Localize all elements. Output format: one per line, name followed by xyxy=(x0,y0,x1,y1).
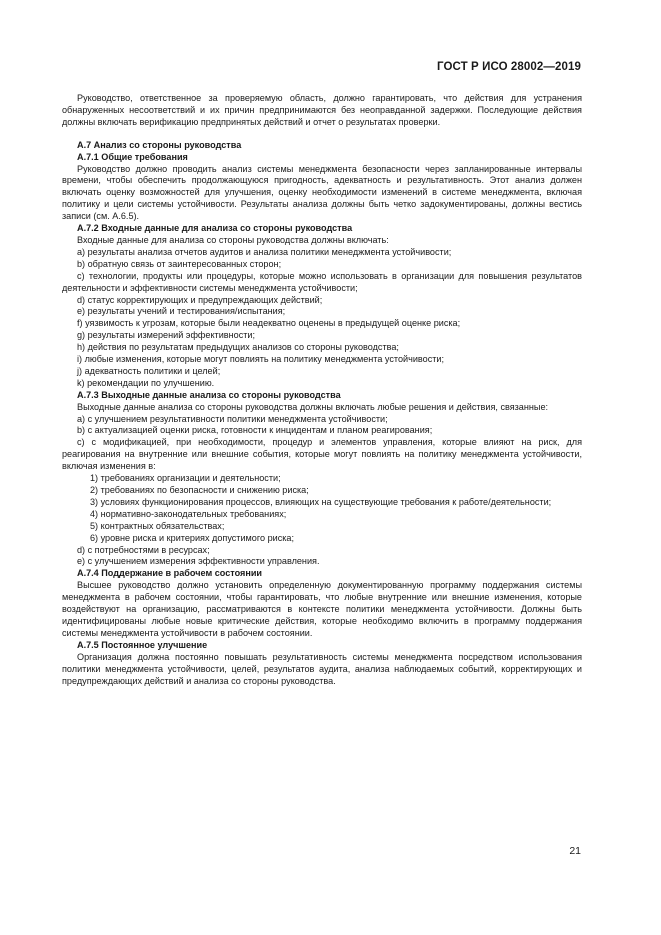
sub-list-item: 3) условиях функционирования процессов, влияющих на существующие требования к работе/деятельности; xyxy=(90,496,552,507)
section-a7-title: А.7 Анализ со стороны руководства xyxy=(77,139,242,150)
document-body xyxy=(62,93,582,687)
list-item: i) любые изменения, которые могут повлиять на политику менеджмента устойчивости; xyxy=(77,354,445,365)
list-item: e) результаты учений и тестирования/испытания; xyxy=(77,306,286,317)
list-item: b) с актуализацией оценки риска, готовности к инцидентам и планом реагирования; xyxy=(77,425,433,436)
section-a75-title: А.7.5 Постоянное улучшение xyxy=(77,639,208,650)
list-item: k) рекомендации по улучшению. xyxy=(77,377,215,388)
sub-list-item: 4) нормативно-законодательных требованиях; xyxy=(90,508,287,519)
section-a74-text: Высшее руководство должно установить определенную документированную программу поддержания системы менеджмента в рабочем состоянии, чтобы гарантировать, что любые внутренние или внешние изменения, которые воздействуют на организацию, рассматриваются в контексте политики менеджмента устойчивости. Должны быть идентифицированы любые новые критические действия, которые необходимо включить в программу поддержания системы менеджмента устойчивости в рабочем состоянии. xyxy=(62,580,582,638)
section-a75-text: Организация должна постоянно повышать результативность системы менеджмента посредством использования политики менеджмента устойчивости, целей, результатов аудита, анализа наблюдаемых событий, корректирующих и предупреждающих действий и анализа со стороны руководства. xyxy=(62,651,582,686)
intro-paragraph: Руководство, ответственное за проверяемую область, должно гарантировать, что действия для устранения обнаруженных несоответствий и их причин предпринимаются без неоправданной задержки. Последующие действия должны включать верификацию предпринятых действий и отчет о результатах проверки. xyxy=(62,93,582,127)
page-number: 21 xyxy=(569,845,581,857)
section-a71-text: Руководство должно проводить анализ системы менеджмента безопасности через запланированные интервалы времени, чтобы обеспечить продолжающуюся пригодность, адекватность и результативность. Этот анализ должен включать оценку возможностей для улучшения, оценку необходимости изменений в системе менеджмента, включая политику и цели системы устойчивости. Результаты анализа должны быть четко задокументированы, должны вестись записи (см. А.6.5). xyxy=(62,163,582,222)
list-item: f) уязвимость к угрозам, которые были неадекватно оценены в предыдущей оценке риска; xyxy=(77,318,461,329)
list-item: c) технологии, продукты или процедуры, которые можно использовать в организации для повышения результатов деятельности и эффективности системы менеджмента устойчивости; xyxy=(62,270,582,293)
section-a72-lead: Входные данные для анализа со стороны руководства должны включать: xyxy=(77,234,389,245)
list-item: h) действия по результатам предыдущих анализов со стороны руководства; xyxy=(77,342,399,353)
list-item: g) результаты измерений эффективности; xyxy=(77,330,256,341)
list-item: j) адекватность политики и целей; xyxy=(77,365,221,376)
list-item: a) результаты анализа отчетов аудитов и анализа политики менеджмента устойчивости; xyxy=(77,246,452,257)
section-a73-lead: Выходные данные анализа со стороны руководства должны включать любые решения и действия, связанные: xyxy=(77,401,549,412)
sub-list-item: 6) уровне риска и критериях допустимого риска; xyxy=(90,532,295,543)
section-a71-title: А.7.1 Общие требования xyxy=(77,151,188,162)
sub-list-item: 2) требованиях по безопасности и снижению риска; xyxy=(90,485,309,495)
section-a72-title: А.7.2 Входные данные для анализа со стороны руководства xyxy=(77,223,353,234)
list-item: a) с улучшением результативности политики менеджмента устойчивости; xyxy=(77,413,388,424)
list-item: b) обратную связь от заинтересованных сторон; xyxy=(77,258,282,269)
list-item: c) с модификацией, при необходимости, процедур и элементов управления, которые влияют на риск, для реагирования на внутренние или внешние события, которые могут повлиять на политику менеджмента устойчивости, включая изменения в: xyxy=(62,437,582,472)
section-a74-title: А.7.4 Поддержание в рабочем состоянии xyxy=(77,568,262,579)
list-item: d) с потребностями в ресурсах; xyxy=(77,544,210,555)
list-item: d) статус корректирующих и предупреждающих действий; xyxy=(77,294,323,305)
document-id-header: ГОСТ Р ИСО 28002—2019 xyxy=(436,61,581,73)
sub-list-item: 5) контрактных обязательствах; xyxy=(90,520,225,531)
section-a73-title: А.7.3 Выходные данные анализа со стороны руководства xyxy=(77,389,341,400)
list-item: e) с улучшением измерения эффективности управления. xyxy=(77,556,320,567)
sub-list-item: 1) требованиях организации и деятельности; xyxy=(90,473,281,484)
